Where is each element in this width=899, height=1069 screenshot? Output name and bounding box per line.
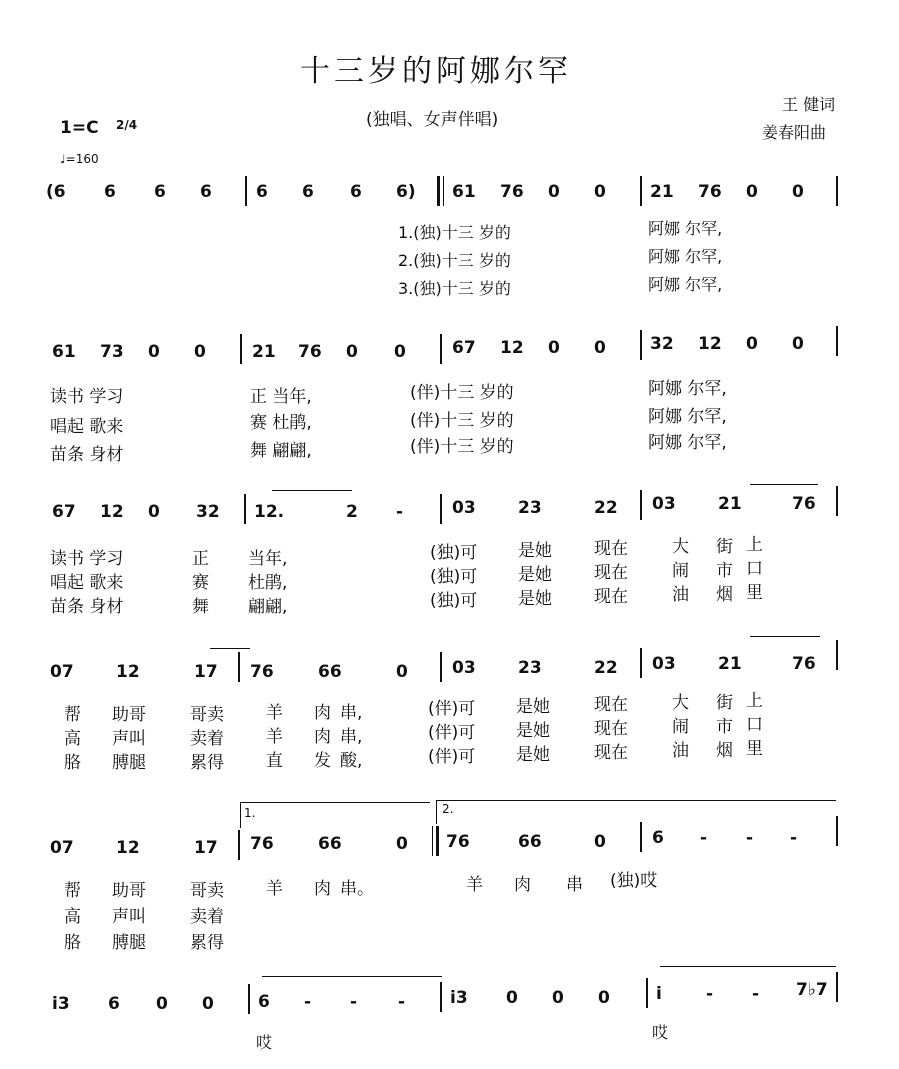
note: 21 [650,182,674,202]
lyric: 羊 [266,727,283,747]
lyric: 哥卖 [190,881,224,901]
volta-1-label: 1. [244,806,256,820]
barline [640,648,642,678]
lyric: 街 [716,537,733,557]
barline [640,330,642,360]
lyric: 大 [672,537,689,557]
volta-2-label: 2. [442,802,454,816]
lyric: 上 [746,691,763,711]
lyric: 烟 [716,741,733,761]
note: 6 [302,182,314,202]
lyric: 卖着 [190,907,224,927]
note: 12 [116,662,140,682]
barline [836,972,838,1002]
lyric: (伴)可 [428,699,476,719]
barline [240,334,242,364]
note: i3 [450,988,468,1008]
lyric: 现在 [594,563,628,583]
note: 2 [346,502,358,522]
lyric: 口 [746,715,763,735]
note: 32 [650,334,674,354]
barline [640,490,642,520]
note: 07 [50,662,74,682]
lyric: 现在 [594,539,628,559]
note: 0 [548,182,560,202]
barline [646,978,648,1008]
barline [440,494,442,524]
lyric: 闹 [672,717,689,737]
lyric: (独)可 [430,567,478,587]
lyric: 哥卖 [190,705,224,725]
lyric: 累得 [190,753,224,773]
note: 73 [100,342,124,362]
lyric: 现在 [594,695,628,715]
note: 23 [518,658,542,678]
note: 0 [346,342,358,362]
note: 66 [318,662,342,682]
song-subtitle: (独唱、女声伴唱) [366,110,499,130]
lyric: 累得 [190,933,224,953]
barline [238,652,240,682]
lyric: 阿娜 尔罕, [648,433,727,453]
lyric: 肉 [514,875,531,895]
lyric: (伴)十三 岁的 [410,437,514,457]
lyric: 2.(独)十三 岁的 [398,251,511,270]
barline [836,176,838,206]
lyric: 市 [716,561,733,581]
note: - [304,992,312,1012]
lyric: 高 [64,907,81,927]
lyric: 帮 [64,705,81,725]
barline [640,822,642,852]
note: i3 [52,994,70,1014]
lyric: (伴)可 [428,747,476,767]
lyric: 肉 [314,703,331,723]
lyric: 羊 [266,703,283,723]
lyric: 苗条 身材 [50,445,124,465]
volta-bracket-2-hook [436,800,437,824]
lyric: 羊 [266,879,283,899]
lyric: 胳 [64,753,81,773]
lyric: 卖着 [190,729,224,749]
tie-line [210,648,250,649]
lyric: 胳 [64,933,81,953]
note: 6 [108,994,120,1014]
barline [245,176,247,206]
barline [440,334,442,364]
note: 6 [104,182,116,202]
lyric: 3.(独)十三 岁的 [398,279,511,298]
note: 76 [250,834,274,854]
note: 76 [792,494,816,514]
note: 6 [652,828,664,848]
lyric: 赛 杜鹃, [250,413,312,433]
lyric: 舞 [192,597,209,617]
lyric: 助哥 [112,881,146,901]
note: 17 [194,838,218,858]
note: 0 [792,334,804,354]
note: 6 [200,182,212,202]
note: 6 [350,182,362,202]
lyric: 串。 [340,879,374,899]
note: 66 [318,834,342,854]
note: 0 [594,832,606,852]
lyric: 是她 [518,541,552,561]
note: 0 [552,988,564,1008]
note: 32 [196,502,220,522]
note: 12 [100,502,124,522]
note: 03 [452,658,476,678]
lyric: 阿娜 尔罕, [648,247,723,266]
note: - [350,992,358,1012]
lyric: 唱起 歌来 [50,417,124,437]
note: 03 [452,498,476,518]
repeat-start-barline [437,176,440,206]
barline [836,816,838,846]
lyric: (独)可 [430,543,478,563]
note: 66 [518,832,542,852]
note: - [746,828,754,848]
lyric: 帮 [64,881,81,901]
note: - [398,992,406,1012]
lyric: 大 [672,693,689,713]
tie-line [750,636,820,637]
lyric: (伴)十三 岁的 [410,383,514,403]
note: 21 [718,654,742,674]
note: 21 [718,494,742,514]
note: 0 [594,182,606,202]
volta-bracket-1-hook [240,802,241,828]
lyric: 市 [716,717,733,737]
note: - [396,502,404,522]
lyric: (独)哎 [610,871,658,891]
lyric: 当年, [248,549,288,569]
barline [248,984,250,1014]
barline [440,982,442,1012]
barline [836,326,838,356]
lyric: 油 [672,741,689,761]
lyric: 阿娜 尔罕, [648,219,723,238]
lyric: 串, [340,703,363,723]
note: (6 [46,182,66,202]
lyric: 是她 [518,589,552,609]
note: - [700,828,708,848]
note: 76 [792,654,816,674]
lyric: 舞 翩翩, [250,441,312,461]
lyric: 里 [746,583,763,603]
note: 0 [202,994,214,1014]
lyric: 苗条 身材 [50,597,124,617]
tie-line [272,490,352,491]
tempo-marking: ♩=160 [60,152,99,166]
lyric: 现在 [594,743,628,763]
song-title: 十三岁的阿娜尔罕 [300,54,572,89]
lyric: 现在 [594,587,628,607]
lyric: (独)可 [430,591,478,611]
note: - [752,984,760,1004]
lyric: 油 [672,585,689,605]
lyric: 是她 [516,745,550,765]
lyric: (伴)十三 岁的 [410,411,514,431]
repeat-end-barline [432,826,433,856]
lyric: 唱起 歌来 [50,573,124,593]
note: 12. [254,502,285,522]
note: 0 [594,338,606,358]
note: 61 [52,342,76,362]
lyric: 闹 [672,561,689,581]
note: 0 [194,342,206,362]
barline [440,652,442,682]
lyric: 是她 [518,565,552,585]
note: 0 [746,182,758,202]
note: 76 [446,832,470,852]
composer-credit: 姜春阳曲 [762,123,827,142]
barline [836,486,838,516]
note: 6 [154,182,166,202]
note: 22 [594,498,618,518]
lyric: 是她 [516,721,550,741]
note: 76 [250,662,274,682]
note: 0 [396,662,408,682]
tie-line [262,976,442,977]
note: 0 [156,994,168,1014]
note: 0 [148,342,160,362]
note: 23 [518,498,542,518]
note: 17 [194,662,218,682]
note: 0 [148,502,160,522]
lyric: 是她 [516,697,550,717]
note: 12 [698,334,722,354]
lyric: 串 [566,875,583,895]
lyric: 酸, [340,751,363,771]
note: - [790,828,798,848]
lyric: 直 [266,751,283,771]
lyric: 发 [314,751,331,771]
lyric: 膊腿 [112,753,146,773]
lyric: 阿娜 尔罕, [648,379,727,399]
barline [238,830,240,860]
lyric: 杜鹃, [248,573,288,593]
volta-bracket-1 [240,802,430,803]
repeat-end-barline-thick [436,826,439,856]
lyric: 阿娜 尔罕, [648,275,723,294]
note: 6 [256,182,268,202]
note: 7♭7 [796,980,828,1000]
tie-line [660,966,836,967]
note: 76 [698,182,722,202]
lyric: 上 [746,535,763,555]
barline [836,640,838,670]
note: - [706,984,714,1004]
note: 6) [396,182,416,202]
note: 03 [652,494,676,514]
note: 0 [598,988,610,1008]
note: 07 [50,838,74,858]
note: 0 [548,338,560,358]
lyric: 赛 [192,573,209,593]
key-signature: 1=C [60,118,99,138]
lyric: 高 [64,729,81,749]
barline [443,176,444,206]
note: 0 [746,334,758,354]
lyric: 羊 [466,875,483,895]
lyric: 读书 学习 [50,387,124,407]
note: 0 [396,834,408,854]
note: 12 [116,838,140,858]
note: 76 [298,342,322,362]
lyric: 正 当年, [250,387,312,407]
lyric: 口 [746,559,763,579]
lyric: 现在 [594,719,628,739]
note: 76 [500,182,524,202]
note: 21 [252,342,276,362]
note: 0 [394,342,406,362]
note: 61 [452,182,476,202]
lyric: 助哥 [112,705,146,725]
note: 67 [452,338,476,358]
lyric: 哎 [256,1033,273,1052]
lyricist-credit: 王 健词 [782,95,836,114]
lyric: 读书 学习 [50,549,124,569]
lyric: 正 [192,549,209,569]
note: 0 [506,988,518,1008]
note: 0 [792,182,804,202]
lyric: 肉 [314,727,331,747]
lyric: (伴)可 [428,723,476,743]
note: 6 [258,992,270,1012]
tie-line [750,484,818,485]
lyric: 膊腿 [112,933,146,953]
lyric: 1.(独)十三 岁的 [398,223,511,242]
lyric: 阿娜 尔罕, [648,407,727,427]
note: i [656,984,662,1004]
lyric: 肉 [314,879,331,899]
lyric: 街 [716,693,733,713]
note: 12 [500,338,524,358]
volta-bracket-2 [436,800,836,801]
note: 22 [594,658,618,678]
barline [244,494,246,524]
lyric: 串, [340,727,363,747]
lyric: 声叫 [112,907,146,927]
lyric: 翩翩, [248,597,288,617]
lyric: 里 [746,739,763,759]
lyric: 烟 [716,585,733,605]
lyric: 哎 [652,1023,669,1042]
time-signature: 2/4 [116,118,138,132]
lyric: 声叫 [112,729,146,749]
barline [640,176,642,206]
note: 03 [652,654,676,674]
note: 67 [52,502,76,522]
